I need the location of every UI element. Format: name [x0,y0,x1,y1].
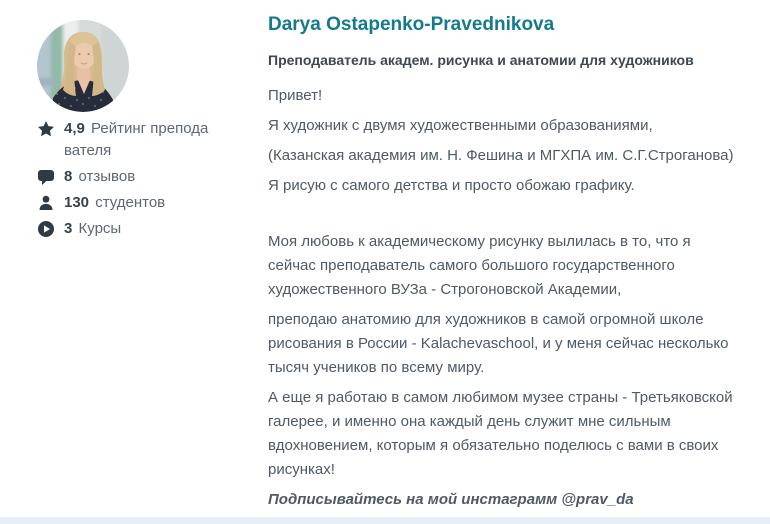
bio-paragraph: Моя любовь к академическому рисунку вылилась в то, что я сейчас преподаватель самого большого государственного художественного ВУЗа - Строгоновской Академии, [268,233,691,298]
instructor-subtitle: Преподаватель академ. рисунка и анатомии для художников [268,52,694,68]
instructor-profile [268,12,738,518]
stat-text [64,166,212,188]
stat-value: 3 [64,220,73,237]
stat-label: студентов [95,194,166,211]
stat-label: Курсы [78,220,122,237]
instructor-sidebar [37,20,249,244]
bio-paragraph: Я рисую с самого детства и просто обожаю графику. [268,177,635,194]
bio-paragraph: Я художник с двумя художественными образованиями, [268,117,653,134]
person-icon [37,192,55,212]
comment-icon [37,166,55,186]
stat-value: 4,9 [64,120,85,137]
instructor-stats [37,118,249,240]
stat-label: Рейтинг преподавателя [64,120,209,159]
bio-paragraph: А еще я работаю в самом любимом музее страны - Третьяковской галерее, и именно она каждый день служит мне сильным вдохновением, которым я обязательно поделюсь с вами в своих рисунках! [268,389,733,478]
bio-paragraph: Привет! [268,87,323,104]
stat-label: отзывов [78,168,136,185]
bio-paragraph: преподаю анатомию для художников в самой огромной школе рисования в России - Kalachevaschool, и у меня сейчас несколько тысяч учеников по всему миру. [268,311,729,376]
bio-paragraph: (Казанская академия им. Н. Фешина и МГХПА им. С.Г.Строганова) [268,147,734,164]
instructor-bio [268,84,738,512]
bio-footer-instagram: Подписывайтесь на мой инстаграмм @prav_da [268,491,634,508]
stat-text [64,192,212,214]
play-circle-icon [37,218,55,238]
stat-students [37,192,249,214]
instructor-name: Darya Ostapenko-Pravednikova [268,14,555,35]
stat-value: 8 [64,168,73,185]
stat-reviews [37,166,249,188]
avatar [37,20,129,112]
next-section-edge [0,517,770,524]
stat-courses [37,218,249,240]
star-icon [37,118,55,138]
stat-text [64,118,212,162]
stat-text [64,218,212,240]
stat-value: 130 [64,194,90,211]
instructor-photo-illustration [37,20,129,112]
stat-rating [37,118,249,162]
